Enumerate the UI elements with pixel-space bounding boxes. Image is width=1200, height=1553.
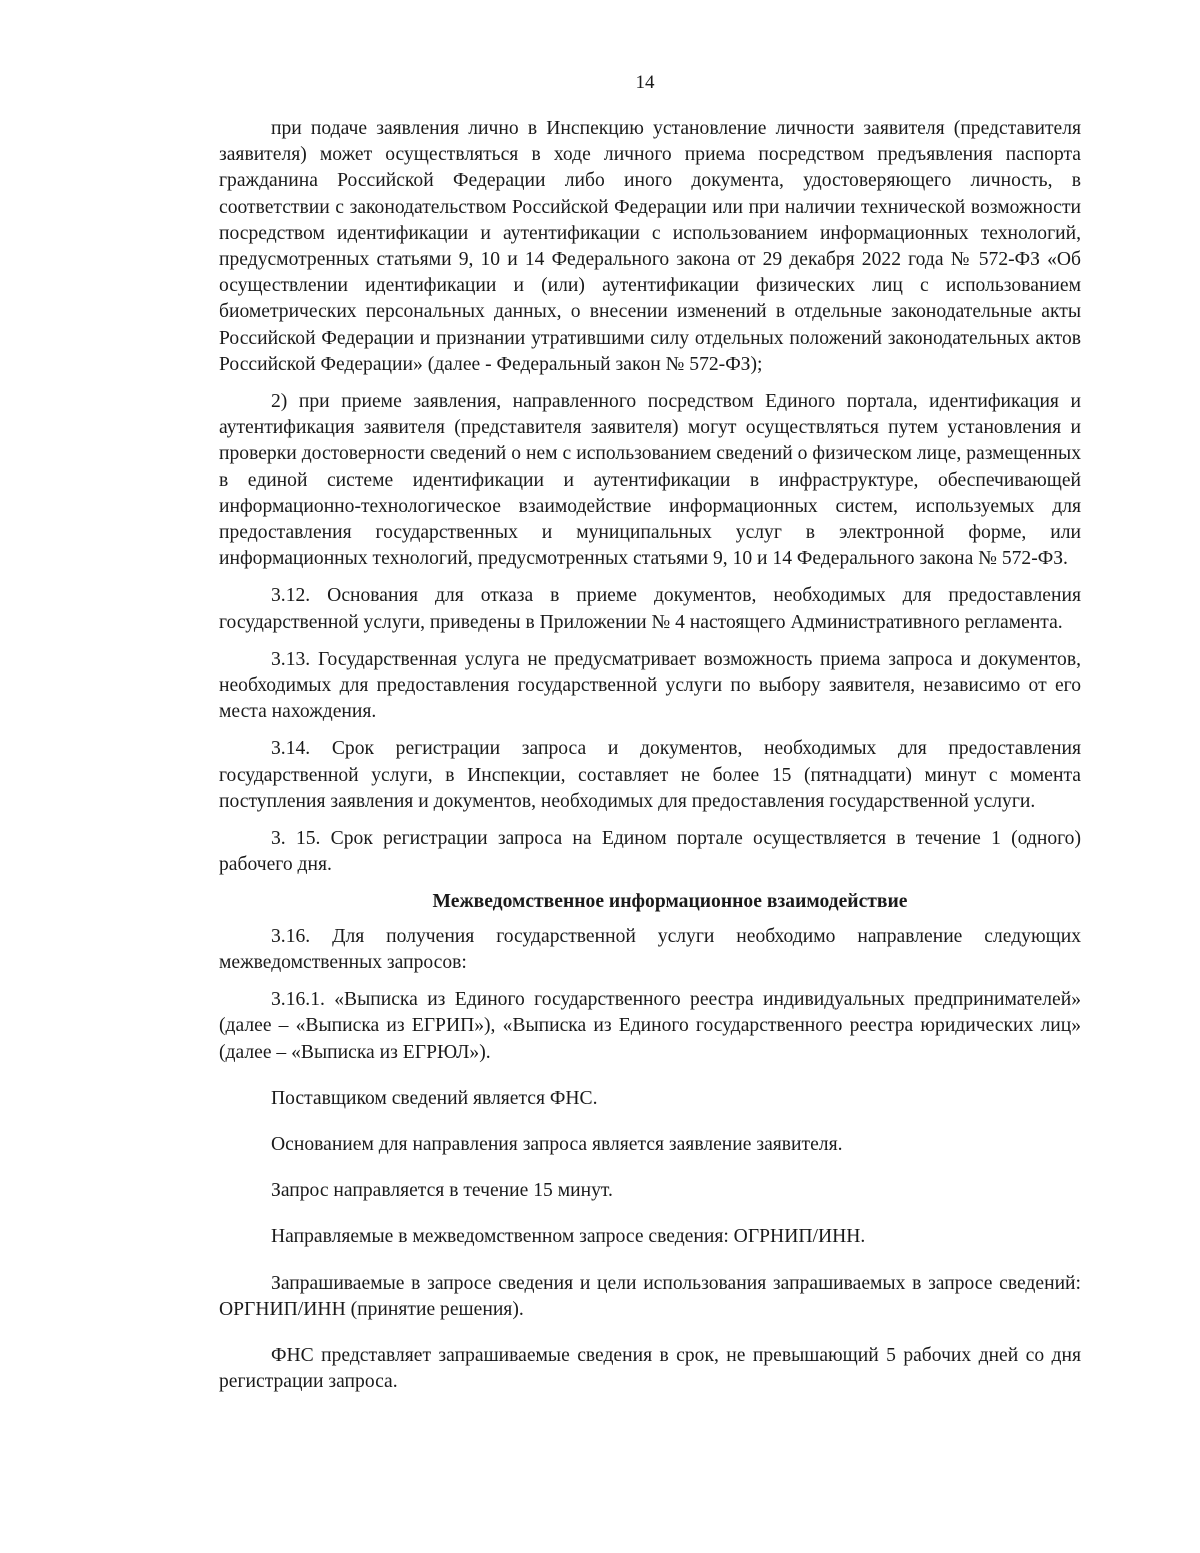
page-number: 14 bbox=[635, 72, 655, 93]
paragraph-request-basis: Основанием для направления запроса является заявление заявителя. bbox=[271, 1133, 843, 1155]
paragraph-3-15: 3. 15. Срок регистрации запроса на Едином портале осуществляется в течение 1 (одного) рабочего дня. bbox=[219, 828, 1081, 876]
paragraph-sent-data: Направляемые в межведомственном запросе сведения: ОГРНИП/ИНН. bbox=[271, 1226, 866, 1248]
paragraph-requested-data: Запрашиваемые в запросе сведения и цели использования запрашиваемых в запросе сведений: ОРГНИП/ИНН (принятие решения). bbox=[219, 1272, 1081, 1320]
paragraph-identification-portal: 2) при приеме заявления, направленного посредством Единого портала, идентификация и аутентификация заявителя (представителя заявителя) могут осуществляться путем установления и проверки достоверности сведений о нем с использованием сведений о физическом лице, размещенных в единой системе идентификации и аутентификации в инфраструктуре, обеспечивающей информационно-технологическое взаимодействие информационных систем, используемых для предоставления государственных и муниципальных услуг в электронной форме, или информационных технологий, предусмотренных статьями 9, 10 и 14 Федерального закона № 572-ФЗ. bbox=[219, 391, 1081, 570]
paragraph-3-14: 3.14. Срок регистрации запроса и документов, необходимых для предоставления государственной услуги, в Инспекции, составляет не более 15 (пятнадцати) минут с момента поступления заявления и документов, необходимых для предоставления государственной услуги. bbox=[219, 738, 1081, 812]
paragraph-fns-deadline: ФНС представляет запрашиваемые сведения в срок, не превышающий 5 рабочих дней со дня регистрации запроса. bbox=[219, 1344, 1081, 1393]
paragraph-3-12: 3.12. Основания для отказа в приеме документов, необходимых для предоставления государственной услуги, приведены в Приложении № 4 настоящего Административного регламента. bbox=[219, 585, 1081, 633]
document-body bbox=[219, 116, 1081, 1406]
paragraph-identification-in-person: при подаче заявления лично в Инспекцию установление личности заявителя (представителя заявителя) может осуществляться в ходе личного приема посредством предъявления паспорта гражданина Российской Федерации либо иного документа, удостоверяющего личность, в соответствии с законодательством Российской Федерации или при наличии технической возможности посредством идентификации и аутентификации с использованием информационных технологий, предусмотренных статьями 9, 10 и 14 Федерального закона от 29 декабря 2022 года № 572-ФЗ «Об осуществлении идентификации и (или) аутентификации физических лиц с использованием биометрических персональных данных, о внесении изменений в отдельные законодательные акты Российской Федерации и признании утратившими силу отдельных положений законодательных актов Российской Федерации» (далее - Федеральный закон № 572-ФЗ); bbox=[219, 118, 1081, 375]
paragraph-3-13: 3.13. Государственная услуга не предусматривает возможность приема запроса и документов, необходимых для предоставления государственной услуги по выбору заявителя, независимо от его места нахождения. bbox=[219, 648, 1081, 723]
paragraph-3-16: 3.16. Для получения государственной услуги необходимо направление следующих межведомственных запросов: bbox=[219, 925, 1081, 973]
paragraph-supplier: Поставщиком сведений является ФНС. bbox=[271, 1087, 598, 1109]
section-heading: Межведомственное информационное взаимодействие bbox=[432, 891, 908, 913]
paragraph-3-16-1: 3.16.1. «Выписка из Единого государственного реестра индивидуальных предпринимателей» (далее – «Выписка из ЕГРИП»), «Выписка из Единого государственного реестра юридических лиц» (далее – «Выписка из ЕГРЮЛ»). bbox=[219, 989, 1081, 1063]
paragraph-request-time: Запрос направляется в течение 15 минут. bbox=[271, 1180, 613, 1202]
